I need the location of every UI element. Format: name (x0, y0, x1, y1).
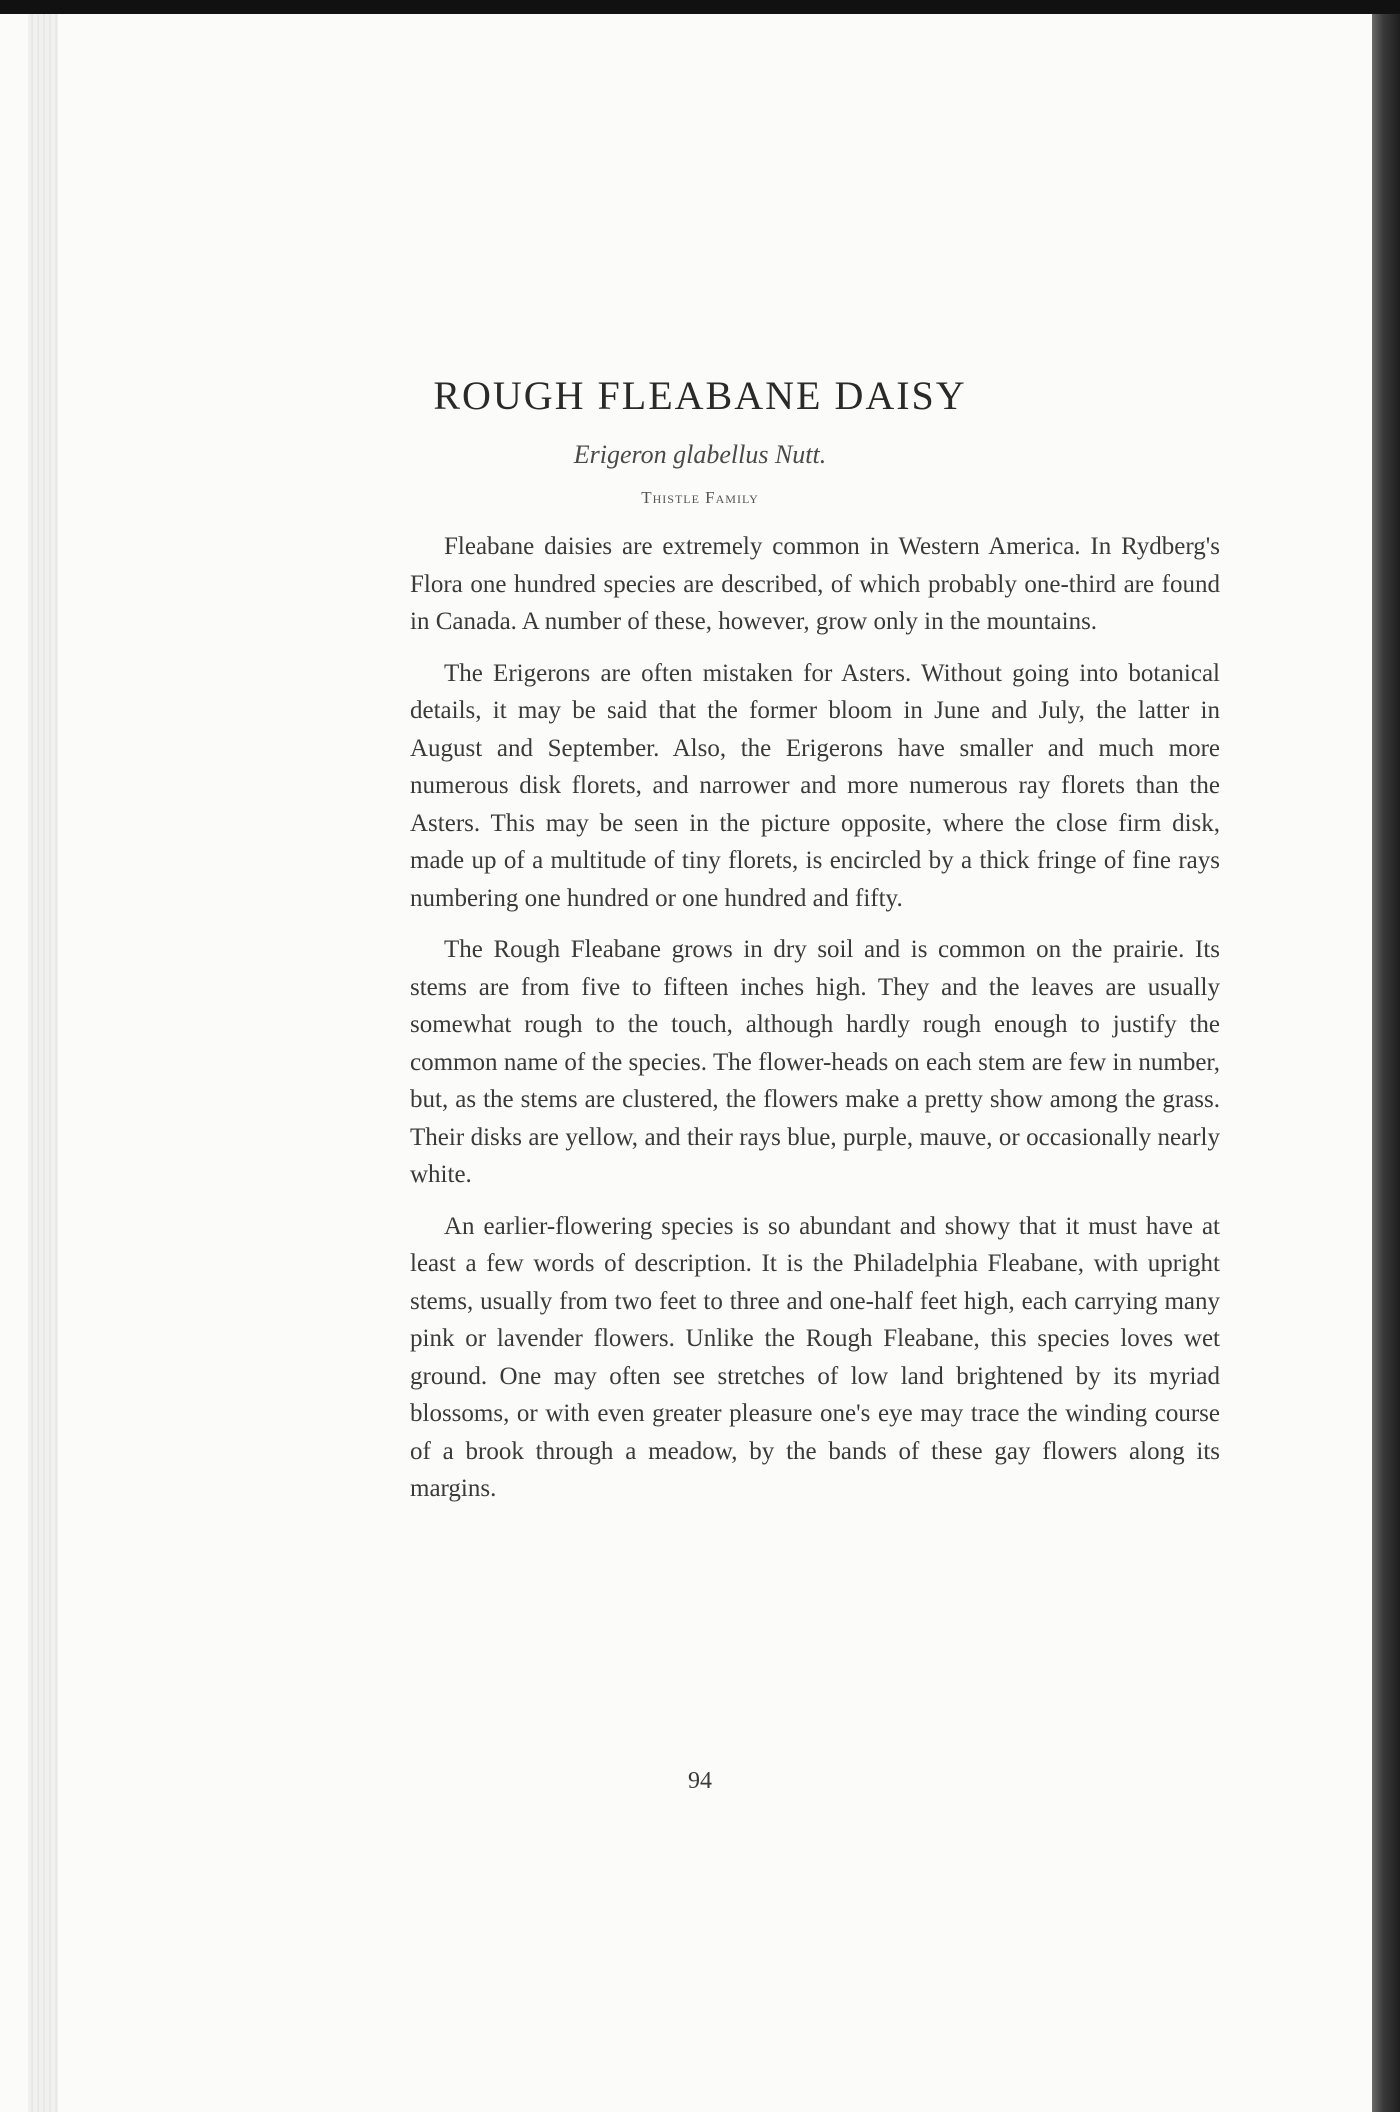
page-number: 94 (688, 1768, 712, 1794)
page-stack-edge (28, 14, 58, 2112)
page-title: ROUGH FLEABANE DAISY (433, 373, 967, 418)
book-binding-edge (1372, 14, 1400, 2112)
paragraph: The Erigerons are often mistaken for Asters. Without going into botanical details, it may be said that the former bloom in June and July, the latter in August and September. Also, the Erigerons have smaller and much more numerous disk florets, and narrower and more numerous ray florets than the Asters. This may be seen in the picture opposite, where the close firm disk, made up of a multitude of tiny florets, is encircled by a thick fringe of fine rays numbering one hundred or one hundred and fifty. (410, 659, 1220, 912)
paragraph: The Rough Fleabane grows in dry soil and is common on the prairie. Its stems are from five to fifteen inches high. They and the leaves are usually somewhat rough to the touch, although hardly rough enough to justify the common name of the species. The flower-heads on each stem are few in number, but, as the stems are clustered, the flowers make a pretty show among the grass. Their disks are yellow, and their rays blue, purple, mauve, or occasionally nearly white. (410, 936, 1220, 1188)
plant-family: Thistle Family (641, 488, 759, 507)
body-text (410, 528, 1220, 1522)
paragraph: Fleabane daisies are extremely common in Western America. In Rydberg's Flora one hundred species are described, of which probably one-third are found in Canada. A number of these, however, grow only in the mountains. (410, 533, 1220, 635)
scientific-name: Erigeron glabellus Nutt. (573, 440, 827, 469)
paragraph: An earlier-flowering species is so abundant and showy that it must have at least a few words of description. It is the Philadelphia Fleabane, with upright stems, usually from two feet to three and one-half feet high, each carrying many pink or lavender flowers. Unlike the Rough Fleabane, this species loves wet ground. One may often see stretches of low land brightened by its myriad blossoms, or with even greater pleasure one's eye may trace the winding course of a brook through a meadow, by the bands of these gay flowers along its margins. (410, 1212, 1220, 1502)
